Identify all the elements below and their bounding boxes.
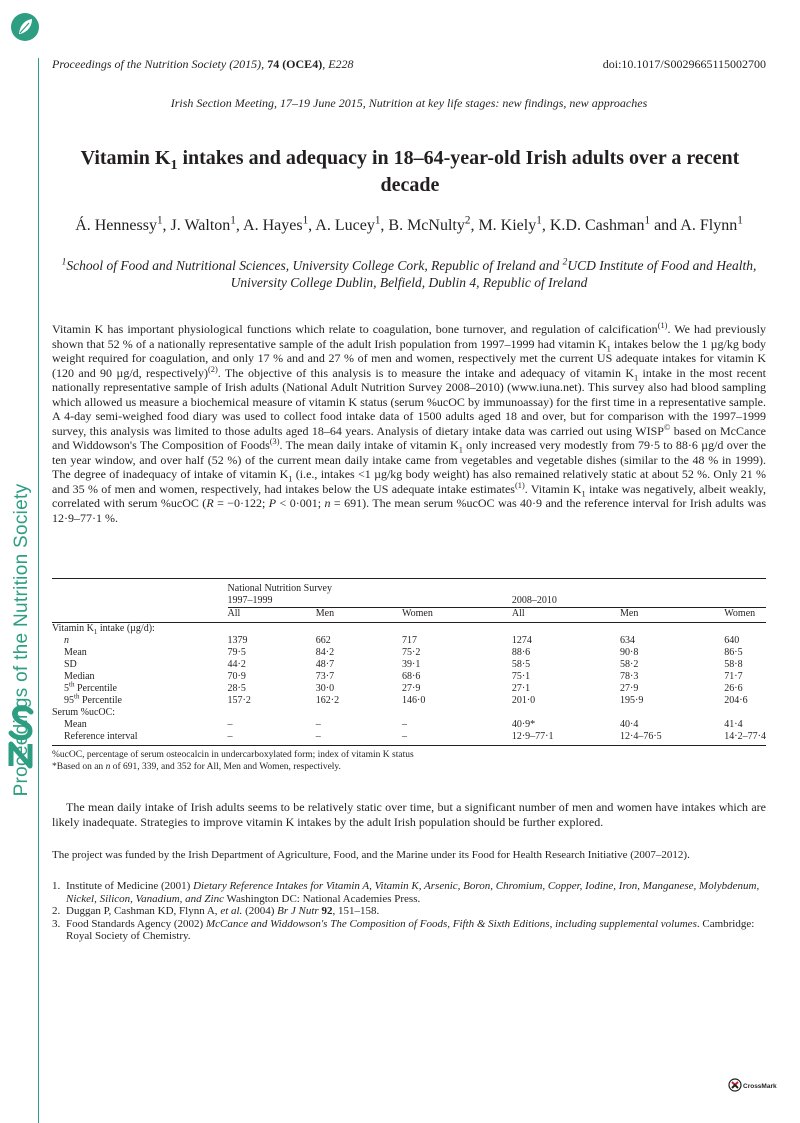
table-cell: 30·0 [315, 683, 335, 694]
table-row [52, 647, 766, 659]
table-row [52, 683, 766, 695]
table-cell: 634 [620, 635, 636, 646]
ns-logo-icon [6, 700, 36, 770]
table-cell: 201·0 [511, 695, 536, 706]
article-title: Vitamin $K_1$ intakes and adequacy in 18–64-year-old Irish adults over a recent decade [80, 147, 740, 196]
table-cell: – [227, 731, 233, 742]
survey-header: National Nutrition Survey [227, 583, 332, 594]
table-cell: 88·6 [511, 647, 531, 658]
table-cell: 58·2 [620, 659, 639, 670]
table-cell: 70·9 [227, 671, 246, 682]
table-cell: 40·9* [511, 719, 536, 730]
author-separator: , [308, 217, 316, 234]
table-cell: 26·6 [724, 683, 743, 694]
table-cell: – [402, 731, 408, 742]
table-cell: 58·8 [724, 659, 743, 670]
table-cell: – [315, 731, 321, 742]
author-affiliation-mark: 1 [156, 214, 163, 227]
table-footnotes [52, 749, 766, 773]
table-cell: 44·2 [227, 659, 246, 670]
reference-item: 1. Institute of Medicine (2001) Dietary Reference Intakes for Vitamin A, Vitamin K, Arsenic, Boron, Chromium, Copper, Iodine, Iron, Manganese, Molybdenum, Nickel, Silicon, Vanadium, and Zinc Washington DC: National Academies Press. [52, 880, 760, 905]
affiliations: $^1$School of Food and Nutritional Sciences, University College Cork, Republic of Ireland and $^2$UCD Institute of Food and Health, University College Dublin, Belfield, Dublin 4, Republic of Ireland [61, 257, 757, 290]
table-cell: 157·2 [227, 695, 251, 706]
table-cell: 662 [315, 635, 331, 646]
author-affiliation-mark: 2 [464, 214, 471, 227]
row-label: Reference interval [64, 731, 138, 742]
author-name: A. Lucey [315, 217, 375, 234]
table-row [52, 695, 766, 707]
period-2008-header: 2008–2010 [512, 595, 766, 608]
author-separator: , [235, 217, 244, 234]
table-cell: 27·1 [511, 683, 531, 694]
table-cell: 28·5 [227, 683, 246, 694]
abstract [52, 322, 766, 525]
author-name: Á. Hennessy [75, 217, 157, 234]
conclusion-paragraph: The mean daily intake of Irish adults seems to be relatively static over time, but a significant number of men and women have intakes which are likely inadequate. Strategies to improve vitamin K intakes by the adult Irish population should be further explored. [52, 800, 766, 829]
author-name: K.D. Cashman [549, 217, 645, 234]
col-header: Women [724, 608, 756, 619]
col-header: All [511, 608, 525, 619]
author-separator: and [650, 217, 681, 234]
table-cell: 58·5 [511, 659, 531, 670]
table-footnote: %ucOC, percentage of serum osteocalcin in undercarboxylated form; index of vitamin K status [52, 750, 414, 760]
author-separator: , [380, 217, 389, 234]
table-cell: 195·9 [620, 695, 644, 706]
row-label: SD [64, 659, 77, 670]
table-cell: 73·7 [315, 671, 335, 682]
ref-1-link[interactable]: (1) [514, 480, 525, 490]
row-label: n [64, 635, 69, 646]
crossmark-badge[interactable] [728, 1078, 788, 1092]
author-separator: , [541, 217, 550, 234]
table-row [52, 719, 766, 731]
author-separator: , [470, 217, 479, 234]
table-cell: 12·4–76·5 [620, 731, 662, 742]
table-cell: 41·4 [724, 719, 743, 730]
author-separator: , [162, 217, 171, 234]
table-cell: 75·1 [511, 671, 531, 682]
table-cell: – [402, 719, 408, 730]
author-affiliation-mark: 1 [536, 214, 542, 227]
row-label: Median [64, 671, 95, 682]
leaf-logo-icon [10, 12, 40, 42]
table-cell: 1379 [227, 635, 248, 646]
table-cell: 27·9 [620, 683, 639, 694]
table-cell: 90·8 [620, 647, 639, 658]
table-cell: – [315, 719, 321, 730]
group-label-vitamin-k: Vitamin $K_1$ intake (µg/d): [52, 623, 155, 636]
author-name: A. Hayes [243, 217, 303, 234]
table-row [52, 635, 766, 647]
author-affiliation-mark: 1 [302, 214, 309, 227]
table-row [52, 671, 766, 683]
ref-3-link[interactable]: (3) [269, 437, 280, 446]
journal-vertical-name: Proceedings of the Nutrition Society [11, 483, 32, 797]
table-cell: 40·4 [620, 719, 639, 730]
table-cell: 71·7 [724, 671, 743, 682]
author-name: B. McNulty [388, 217, 465, 234]
doi[interactable]: doi:10.1017/S0029665115002700 [602, 57, 766, 71]
author-affiliation-mark: 1 [230, 214, 236, 227]
sidebar-rule [38, 58, 39, 1123]
table-row [52, 659, 766, 671]
funding-statement: The project was funded by the Irish Department of Agriculture, Food, and the Marine under its Food for Health Research Initiative (2007–2012). [52, 849, 690, 861]
table-cell: 1274 [511, 635, 532, 646]
row-label: Mean [64, 719, 87, 730]
table-cell: 14·2–77·4 [724, 731, 766, 742]
row-label: Mean [64, 647, 87, 658]
table-cell: – [227, 719, 233, 730]
author-name: M. Kiely [478, 217, 537, 234]
crossmark-label: CrossMark [743, 1083, 777, 1090]
table-cell: 146·0 [402, 695, 426, 706]
row-label: 5th Percentile [64, 680, 117, 694]
ref-1-link[interactable]: (1) [657, 321, 668, 330]
table-cell: 12·9–77·1 [511, 731, 554, 742]
table-cell: 162·2 [315, 695, 340, 706]
reference-list [52, 880, 766, 943]
meeting-line: Irish Section Meeting, 17–19 June 2015, Nutrition at key life stages: new findings, new approaches [170, 96, 648, 110]
author-name: J. Walton [170, 217, 231, 234]
table-row [52, 731, 766, 743]
period-1997-header: 1997–1999 [228, 595, 512, 608]
author-affiliation-mark: 1 [644, 214, 651, 227]
table-cell: 717 [402, 635, 418, 646]
col-header: Men [315, 608, 335, 619]
ref-2-link[interactable]: (2) [208, 364, 218, 374]
journal-sidebar [0, 0, 46, 1123]
author-list [52, 216, 766, 236]
author-affiliation-mark: 1 [737, 214, 743, 227]
table-cell: 68·6 [402, 671, 421, 682]
table-cell: 86·5 [724, 647, 743, 658]
table-cell: 48·7 [315, 659, 335, 670]
author-name: A. Flynn [680, 217, 738, 234]
table-footnote: *Based on an n of 691, 339, and 352 for All, Men and Women, respectively. [52, 762, 341, 772]
table-cell: 27·9 [402, 683, 421, 694]
results-table [52, 578, 766, 746]
reference-item: 2. Duggan P, Cashman KD, Flynn A, et al. (2004) Br J Nutr 92, 151–158. [52, 905, 380, 917]
table-cell: 78·3 [620, 671, 639, 682]
author-affiliation-mark: 1 [374, 214, 381, 227]
col-header: Men [620, 608, 639, 619]
table-cell: 84·2 [315, 647, 335, 658]
table-cell: 39·1 [402, 659, 421, 670]
group-label-serum: Serum %ucOC: [52, 707, 116, 718]
col-header: Women [402, 608, 433, 619]
table-cell: 75·2 [402, 647, 421, 658]
col-header: All [227, 608, 241, 619]
table-cell: 79·5 [227, 647, 246, 658]
row-label: 95th Percentile [64, 692, 122, 706]
reference-item: 3. Food Standards Agency (2002) McCance and Widdowson's The Composition of Foods, Fifth & Sixth Editions, including supplemental volumes. Cambridge: Royal Society of Chemistry. [52, 917, 755, 942]
table-cell: 204·6 [724, 695, 748, 706]
citation: Proceedings of the Nutrition Society (2015), 74 (OCE4), E228 [52, 57, 354, 71]
table-cell: 640 [724, 635, 740, 646]
abstract-paragraph: Vitamin K has important physiological functions which relate to coagulation, bone turnover, and regulation of calcification$^{(1)}$. We had previously shown that 52 % of a nationally representative sample of the adult Irish population from 1997–1999 had vitamin $K_1$ intakes below the 1 µg/kg body weight required for coagulation, and only 17 % and and 27 % of men and women, respectively met the current US adequate intakes for vitamin K (120 and 90 µg/d, respectively)$^{(2)}$. The objective of this analysis is to measure the intake and adequacy of vitamin $K_1$ intake in the most recent nationally representative sample of Irish adults (National Adult Nutrition Survey 2008–2010) (www.iuna.net). This survey also had blood sampling which allowed us measure a biochemical measure of vitamin K status (serum %ucOC by immunoassay) for the first time in a representative sample. A 4-day semi-weighed food diary was used to collect food intake data of 1500 adults aged 18 and over, but for comparison with the 1997–1999 survey, this analysis was limited to those adults aged 18–64 years. Analysis of dietary intake data was carried out using WISP© based on McCance and Widdowson's The Composition of Foods$^{(3)}$. The mean daily intake of vitamin $K_1$ only increased very modestly from 79·5 to 88·6 µg/d over the ten year window, and over half (52 %) of the current mean daily intake came from vegetables and vegetable dishes (similar to the 48 % in 1999). The degree of inadequacy of intake of vitamin $K_1$ (i.e., intakes <1 µg/kg body weight) has also remained relatively static at about 52 %. Only 21 % and 35 % of men and women, respectively, had intakes below the US adequate intake estimates$^{(1)}$. Vitamin $K_1$ intake was negatively, albeit weakly, correlated with serum %ucOC (R = −0·122; P < 0·001; n = 691). The mean serum %ucOC was 40·9 and the reference interval for Irish adults was 12·9–77·1 %. [52, 321, 767, 525]
